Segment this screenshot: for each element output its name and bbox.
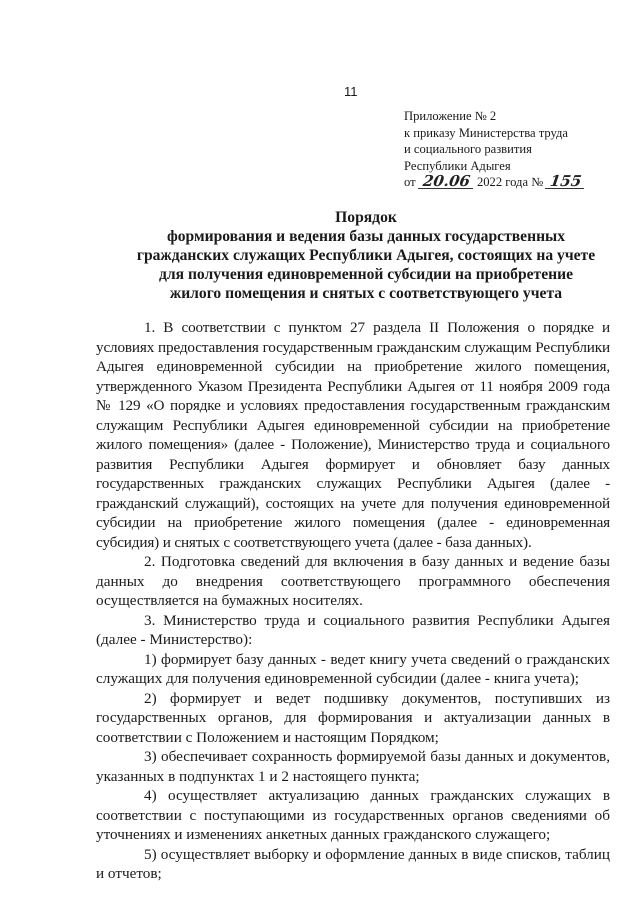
title-line: для получения единовременной субсидии на приобретение xyxy=(158,266,574,283)
title-line: гражданских служащих Республики Адыгея, состоящих на учете xyxy=(136,247,596,264)
document-body xyxy=(96,318,610,884)
paragraph: 1) формирует базу данных - ведет книгу учета сведений о гражданских служащих для получения единовременной субсидии (далее - книга учета); xyxy=(96,650,610,687)
appendix-header xyxy=(404,108,614,191)
paragraph: 4) осуществляет актуализацию данных гражданских служащих в соответствии с поступающими из государственных органов сведениями об уточнениях и изменениях анкетных данных гражданского служащего; xyxy=(96,787,610,843)
year-text: 2022 года № xyxy=(476,175,544,189)
paragraph: 2) формирует и ведет подшивку документов, поступивших из государственных органов, для формирования и актуализации данных в соответствии с Положением и настоящим Порядком; xyxy=(96,689,610,746)
handwritten-number: 155 xyxy=(545,174,586,189)
appendix-line: к приказу Министерства труда xyxy=(404,125,569,140)
appendix-line: и социального развития xyxy=(404,142,532,156)
paragraph: 2. Подготовка сведений для включения в базу данных и ведение базы данных до внедрения соответствующего программного обеспечения осуществляется на бумажных носителях. xyxy=(96,553,610,609)
appendix-date-line xyxy=(404,174,614,191)
page-number: 11 xyxy=(344,84,358,99)
title-line: формирования и ведения базы данных государственных xyxy=(166,228,566,245)
date-prefix: от xyxy=(404,175,416,189)
paragraph: 3) обеспечивает сохранность формируемой базы данных и документов, указанных в подпунктах 1 и 2 настоящего пункта; xyxy=(96,748,610,785)
title-line: Порядок xyxy=(335,209,397,226)
document-title xyxy=(96,208,636,303)
title-line: жилого помещения и снятых с соответствующего учета xyxy=(169,285,563,302)
appendix-line: Республики Адыгея xyxy=(404,158,511,173)
handwritten-date: 20.06 xyxy=(418,174,475,189)
paragraph: 1. В соответствии с пунктом 27 раздела II Положения о порядке и условиях предоставления государственным гражданским служащим Республики Адыгея единовременной субсидии на приобретение жилого помещения, утвержденного Указом Президента Республики Адыгея от 11 ноября 2009 года № 129 «О порядке и условиях предоставления государственным гражданским служащим Республики Адыгея единовременной субсидии на приобретение жилого помещения» (далее - Положение), Министерство труда и социального развития Республики Адыгея формирует и обновляет базу данных государственных гражданских служащих Республики Адыгея (далее - гражданский служащий), состоящих на учете для получения единовременной субсидии на приобретение жилого помещения (далее - единовременная субсидия) и снятых с соответствующего учета (далее - база данных). xyxy=(96,319,610,551)
paragraph: 3. Министерство труда и социального развития Республики Адыгея (далее - Министерство): xyxy=(96,611,610,648)
appendix-line: Приложение № 2 xyxy=(404,109,497,123)
paragraph: 5) осуществляет выборку и оформление данных в виде списков, таблиц и отчетов; xyxy=(96,845,610,882)
